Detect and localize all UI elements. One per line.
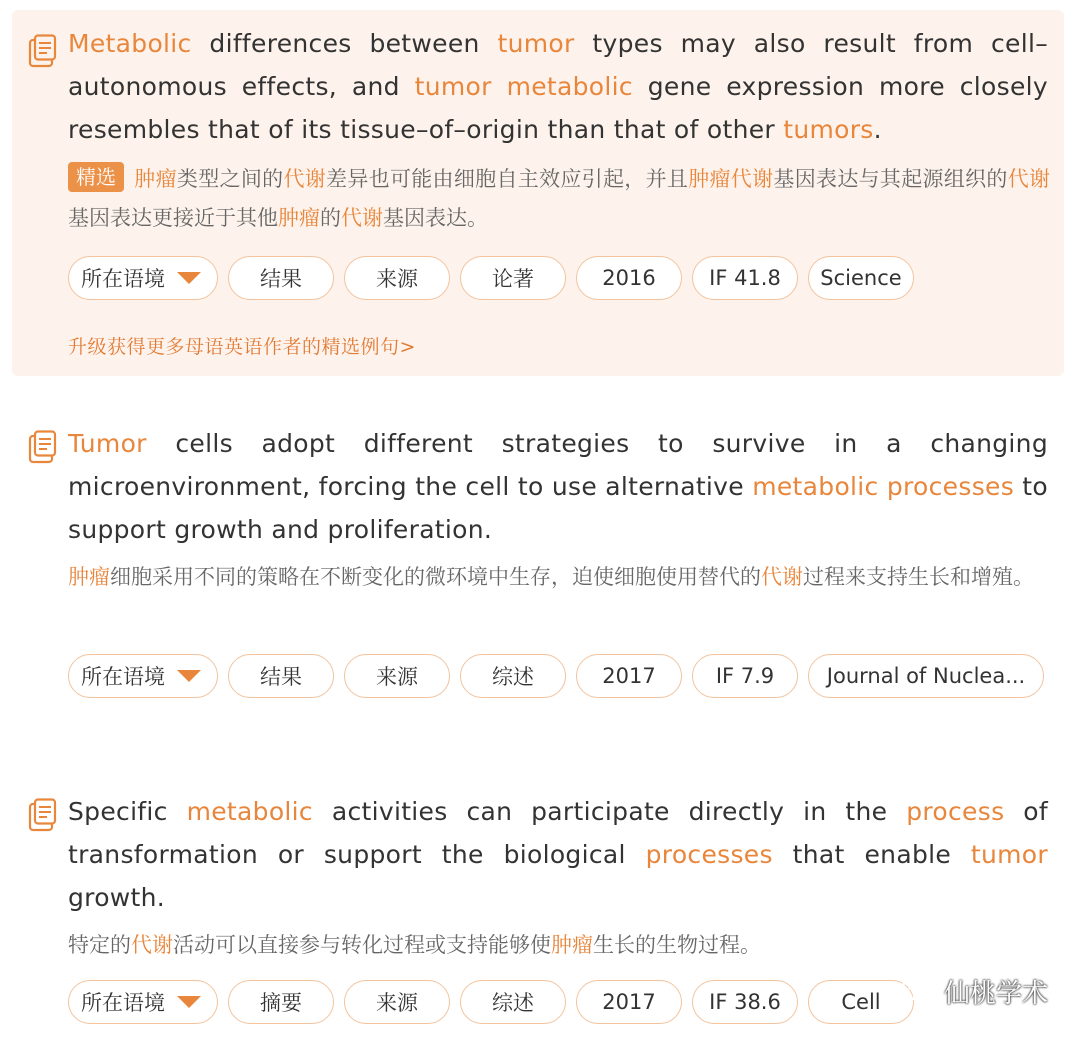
sentence-text: of transformation or support the biological [68,797,1048,869]
highlighted-term: metabolic [186,797,313,826]
context-dropdown[interactable] [68,980,218,1024]
highlighted-term: 肿瘤 [278,206,320,230]
context-label: 所在语境 [81,665,165,689]
sentence-text: 细胞采用不同的策略在不断变化的微环境中生存，迫使细胞使用替代的 [110,565,761,589]
result-card [12,420,1064,720]
caret-down-icon [177,996,201,1008]
sentence-text: 的 [320,206,341,230]
chinese-text [68,933,761,957]
highlighted-term: tumor [497,29,575,58]
tag-row [68,654,1044,700]
highlighted-term: 代谢 [341,206,383,230]
sentence-text: 基因表达与其起源组织的 [773,167,1008,191]
sentence-text: 特定的 [68,933,131,957]
sentence-text: 生长的生物过程。 [593,933,761,957]
english-sentence[interactable] [68,790,1048,919]
highlighted-term: metabolic processes [752,472,1015,501]
source-tag[interactable]: 来源 [344,980,450,1024]
highlighted-term: Tumor [68,429,147,458]
year-tag[interactable]: 2017 [576,980,682,1024]
type-tag[interactable]: 论著 [460,256,566,300]
source-tag[interactable]: 来源 [344,256,450,300]
journal-tag[interactable]: Science [808,256,914,300]
chinese-text [68,565,1034,589]
highlighted-term: 代谢 [1007,167,1051,191]
caret-down-icon [177,670,201,682]
impact-factor-tag[interactable]: IF 38.6 [692,980,798,1024]
sentence-text: 过程来支持生长和增殖。 [803,565,1034,589]
sentence-text: that enable [772,840,971,869]
english-sentence[interactable] [68,422,1048,551]
year-tag[interactable]: 2017 [576,654,682,698]
highlighted-term: 肿瘤 [551,933,593,957]
highlighted-term: tumor [970,840,1048,869]
sentence-text: 基因表达更接近于其他 [68,206,278,230]
document-icon [28,430,58,464]
type-tag[interactable]: 综述 [460,654,566,698]
featured-badge: 精选 [68,162,124,192]
sentence-text: cells adopt different strategies to survive in a changing microenvironment, forcing the cell to use alternative [68,429,1048,501]
chinese-translation [68,558,1050,597]
tag-row [68,980,914,1026]
highlighted-term: 代谢 [283,167,327,191]
result-card-featured [12,10,1064,376]
highlighted-term: 代谢 [131,933,173,957]
sentence-text: types may also result from cell–autonomous effects, and [68,29,1048,101]
journal-tag[interactable]: Journal of Nuclea... [808,654,1044,698]
context-label: 所在语境 [81,991,165,1015]
watermark [900,973,1048,1010]
upgrade-link[interactable]: 升级获得更多母语英语作者的精选例句> [68,336,416,358]
context-dropdown[interactable] [68,654,218,698]
document-icon [28,798,58,832]
impact-factor-tag[interactable]: IF 41.8 [692,256,798,300]
highlighted-term: tumor metabolic [414,72,633,101]
highlighted-term: 肿瘤代谢 [688,167,774,191]
impact-factor-tag[interactable]: IF 7.9 [692,654,798,698]
highlighted-term: processes [645,840,773,869]
chinese-text [68,167,1050,230]
section-tag[interactable]: 结果 [228,654,334,698]
highlighted-term: tumors [783,115,874,144]
type-tag[interactable]: 综述 [460,980,566,1024]
highlighted-term: 肿瘤 [134,167,177,191]
sentence-text: Specific [68,797,187,826]
watermark-text: 仙桃学术 [943,979,1048,1009]
wechat-icon [900,977,936,1007]
chinese-translation [68,926,1050,965]
sentence-text: gene expression more closely resembles that of its tissue–of–origin than that of other [68,72,1048,144]
chinese-translation [68,160,1050,238]
sentence-text: . [873,115,882,144]
context-dropdown[interactable] [68,256,218,300]
tag-row [68,256,914,302]
caret-down-icon [177,272,201,284]
sentence-text: 类型之间的 [176,167,284,191]
highlighted-term: process [906,797,1005,826]
sentence-text: 基因表达。 [383,206,488,230]
sentence-text: activities can participate directly in the [312,797,907,826]
journal-tag[interactable]: Cell [808,980,914,1024]
year-tag[interactable]: 2016 [576,256,682,300]
sentence-text: to support growth and proliferation. [68,472,1048,544]
document-icon [28,34,58,68]
context-label: 所在语境 [81,267,165,291]
highlighted-term: Metabolic [68,29,192,58]
highlighted-term: 肿瘤 [68,565,110,589]
sentence-text: differences between [191,29,498,58]
section-tag[interactable]: 结果 [228,256,334,300]
sentence-text: 差异也可能由细胞自主效应引起，并且 [326,167,689,191]
sentence-text: growth. [68,883,166,912]
sentence-text: 活动可以直接参与转化过程或支持能够使 [173,933,551,957]
source-tag[interactable]: 来源 [344,654,450,698]
section-tag[interactable]: 摘要 [228,980,334,1024]
english-sentence[interactable] [68,22,1048,151]
highlighted-term: 代谢 [761,565,803,589]
